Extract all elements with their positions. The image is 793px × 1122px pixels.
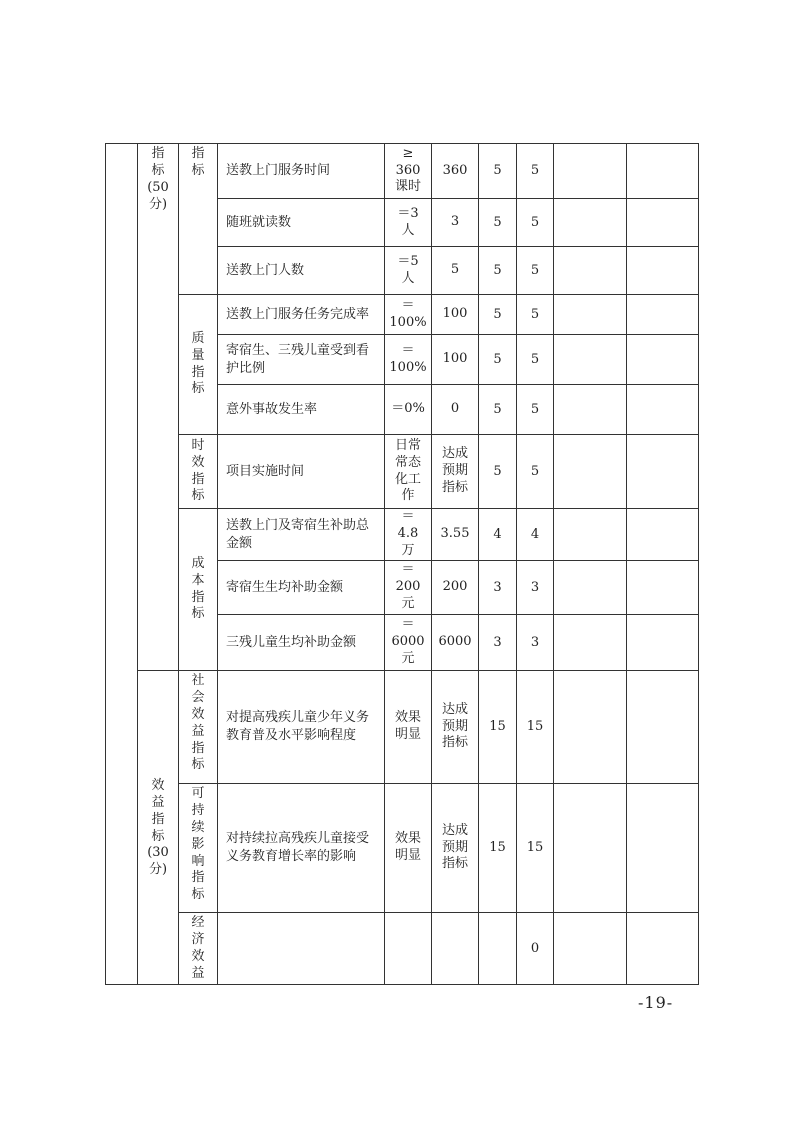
actual-value-cell: 6000 [432,615,479,671]
indicator-name-cell: 送教上门人数 [218,247,385,295]
target-value-cell: ＝ 100% [385,335,432,385]
improvement-measure-cell [627,561,699,615]
deviation-reason-cell [554,913,627,985]
weight-cell: 4 [479,509,517,561]
page-number: -19- [638,993,674,1012]
score-cell: 5 [517,295,554,335]
target-value-cell: 日常 常态 化工 作 [385,435,432,509]
deviation-reason-cell [554,295,627,335]
table-row [106,144,699,199]
target-value-cell: ＝5 人 [385,247,432,295]
score-cell: 15 [517,784,554,913]
weight-cell: 5 [479,247,517,295]
deviation-reason-cell [554,385,627,435]
improvement-measure-cell [627,144,699,199]
actual-value-cell: 3.55 [432,509,479,561]
target-value-cell: 效果 明显 [385,671,432,784]
improvement-measure-cell [627,247,699,295]
level2-quantity-cell: 指 标 [179,144,218,295]
table-row [106,913,699,985]
improvement-measure-cell [627,913,699,985]
indicator-name-cell: 意外事故发生率 [218,385,385,435]
target-value-cell: ＝ 100% [385,295,432,335]
deviation-reason-cell [554,561,627,615]
indicator-name-cell: 三残儿童生均补助金额 [218,615,385,671]
actual-value-cell [432,913,479,985]
target-value-cell [385,913,432,985]
table-row [106,435,699,509]
score-cell: 5 [517,199,554,247]
indicator-name-cell: 随班就读数 [218,199,385,247]
improvement-measure-cell [627,615,699,671]
indicator-name-cell: 对提高残疾儿童少年义务教育普及水平影响程度 [218,671,385,784]
level2-timeliness-cell: 时 效 指 标 [179,435,218,509]
actual-value-cell: 3 [432,199,479,247]
level2-economic-cell: 经 济 效 益 [179,913,218,985]
actual-value-cell: 100 [432,295,479,335]
indicator-name-cell: 送教上门服务时间 [218,144,385,199]
deviation-reason-cell [554,247,627,295]
indicator-name-cell: 寄宿生、三残儿童受到看护比例 [218,335,385,385]
actual-value-cell: 达成 预期 指标 [432,671,479,784]
score-cell: 4 [517,509,554,561]
improvement-measure-cell [627,509,699,561]
deviation-reason-cell [554,509,627,561]
weight-cell: 5 [479,435,517,509]
improvement-measure-cell [627,784,699,913]
actual-value-cell: 达成 预期 指标 [432,435,479,509]
target-value-cell: ＝3 人 [385,199,432,247]
deviation-reason-cell [554,784,627,913]
improvement-measure-cell [627,295,699,335]
target-value-cell: 效果 明显 [385,784,432,913]
score-cell: 5 [517,247,554,295]
table-row [106,784,699,913]
indicator-name-cell: 项目实施时间 [218,435,385,509]
weight-cell: 5 [479,199,517,247]
improvement-measure-cell [627,671,699,784]
weight-cell: 5 [479,144,517,199]
level1-output-cell: 指 标 (50 分) [138,144,179,671]
target-value-cell: ＝ 6000 元 [385,615,432,671]
weight-cell: 3 [479,561,517,615]
actual-value-cell: 100 [432,335,479,385]
weight-cell: 5 [479,295,517,335]
score-cell: 15 [517,671,554,784]
indicator-name-cell: 对持续拉高残疾儿童接受义务教育增长率的影响 [218,784,385,913]
improvement-measure-cell [627,385,699,435]
deviation-reason-cell [554,144,627,199]
target-value-cell: ＝ 4.8 万 [385,509,432,561]
score-cell: 0 [517,913,554,985]
deviation-reason-cell [554,615,627,671]
actual-value-cell: 360 [432,144,479,199]
weight-cell: 15 [479,784,517,913]
weight-cell: 5 [479,335,517,385]
actual-value-cell: 200 [432,561,479,615]
deviation-reason-cell [554,671,627,784]
indicator-name-cell: 送教上门服务任务完成率 [218,295,385,335]
indicator-name-cell: 送教上门及寄宿生补助总金额 [218,509,385,561]
improvement-measure-cell [627,435,699,509]
improvement-measure-cell [627,199,699,247]
indicator-name-cell: 寄宿生生均补助金额 [218,561,385,615]
target-value-cell: ＝0% [385,385,432,435]
level1-benefit-cell: 效 益 指 标 (30 分) [138,671,179,985]
score-cell: 5 [517,385,554,435]
level2-cost-cell: 成 本 指 标 [179,509,218,671]
table-row [106,509,699,561]
actual-value-cell: 0 [432,385,479,435]
table-row [106,671,699,784]
weight-cell: 15 [479,671,517,784]
actual-value-cell: 达成 预期 指标 [432,784,479,913]
deviation-reason-cell [554,335,627,385]
target-value-cell: ≥ 360 课时 [385,144,432,199]
level2-sustainable-cell: 可 持 续 影 响 指 标 [179,784,218,913]
indicator-name-cell [218,913,385,985]
level2-social-cell: 社 会 效 益 指 标 [179,671,218,784]
target-value-cell: ＝ 200 元 [385,561,432,615]
weight-cell: 3 [479,615,517,671]
score-cell: 5 [517,335,554,385]
table-row [106,295,699,335]
level0-cell [106,144,138,985]
score-cell: 5 [517,435,554,509]
level2-quality-cell: 质 量 指 标 [179,295,218,435]
actual-value-cell: 5 [432,247,479,295]
performance-indicator-table [105,143,699,985]
weight-cell: 5 [479,385,517,435]
score-cell: 3 [517,561,554,615]
improvement-measure-cell [627,335,699,385]
score-cell: 3 [517,615,554,671]
deviation-reason-cell [554,435,627,509]
weight-cell [479,913,517,985]
deviation-reason-cell [554,199,627,247]
score-cell: 5 [517,144,554,199]
